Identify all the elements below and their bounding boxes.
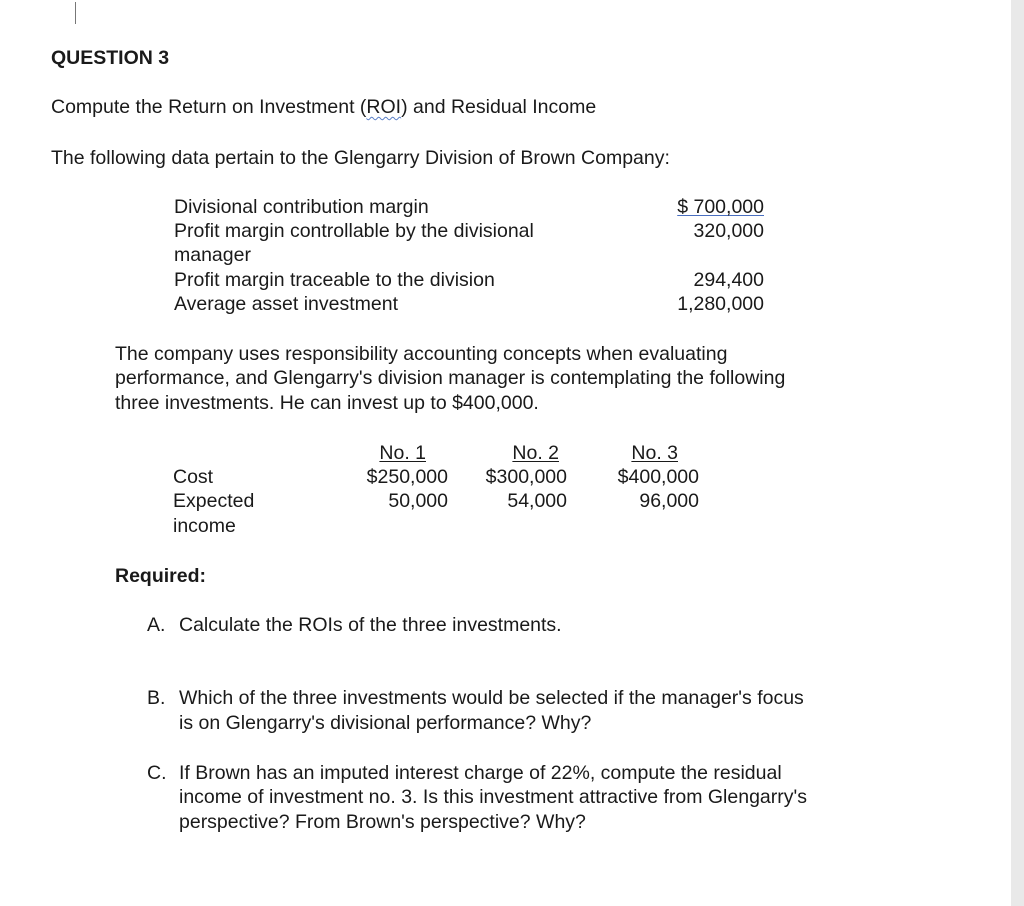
paragraph-line-2: performance, and Glengarry's division manager is contemplating the following xyxy=(115,367,786,389)
investment-header-3: No. 3 xyxy=(631,442,678,464)
question-title xyxy=(51,95,596,120)
income-value-3: 96,000 xyxy=(639,490,699,512)
paragraph-line-1: The company uses responsibility accounting concepts when evaluating xyxy=(115,343,728,365)
question-c-line-2: income of investment no. 3. Is this investment attractive from Glengarry's xyxy=(179,786,807,808)
division-label-2b: manager xyxy=(174,244,251,266)
division-label-2a: Profit margin controllable by the divisional xyxy=(174,220,534,242)
income-label-line1: Expected xyxy=(173,490,255,512)
question-b-line-2: is on Glengarry's divisional performance? Why? xyxy=(179,712,592,734)
question-c-letter: C. xyxy=(147,762,167,784)
title-roi: ROI xyxy=(366,96,402,118)
cost-value-2: $300,000 xyxy=(485,466,567,488)
cost-value-1: $250,000 xyxy=(366,466,448,488)
investment-header-2: No. 2 xyxy=(512,442,559,464)
question-c-line-1: If Brown has an imputed interest charge of 22%, compute the residual xyxy=(179,762,782,784)
division-value-1: $ 700,000 xyxy=(677,196,764,218)
investment-header-1: No. 1 xyxy=(379,442,426,464)
question-heading: QUESTION 3 xyxy=(51,47,170,69)
income-value-2: 54,000 xyxy=(507,490,567,512)
text-cursor xyxy=(75,2,76,24)
income-value-1: 50,000 xyxy=(388,490,448,512)
division-value-3: 294,400 xyxy=(693,269,764,291)
division-label-4: Average asset investment xyxy=(174,293,399,315)
cost-value-3: $400,000 xyxy=(617,466,699,488)
title-before: Compute the Return on Investment ( xyxy=(51,96,367,118)
division-label-3: Profit margin traceable to the division xyxy=(174,269,495,291)
question-a-letter: A. xyxy=(147,614,166,636)
division-value-4: 1,280,000 xyxy=(677,293,764,315)
division-label-1: Divisional contribution margin xyxy=(174,196,429,218)
title-after: ) and Residual Income xyxy=(401,96,597,118)
required-label: Required: xyxy=(115,565,207,587)
income-label-line2: income xyxy=(173,515,236,537)
intro-text: The following data pertain to the Glengarry Division of Brown Company: xyxy=(51,147,670,169)
division-value-2: 320,000 xyxy=(693,220,764,242)
question-b-line-1: Which of the three investments would be selected if the manager's focus xyxy=(179,687,804,709)
cost-label: Cost xyxy=(173,466,214,488)
question-a-line-1: Calculate the ROIs of the three investments. xyxy=(179,614,562,636)
question-c-line-3: perspective? From Brown's perspective? Why? xyxy=(179,811,586,833)
paragraph-line-3: three investments. He can invest up to $400,000. xyxy=(115,392,539,414)
scrollbar[interactable] xyxy=(1011,0,1024,906)
question-b-letter: B. xyxy=(147,687,166,709)
